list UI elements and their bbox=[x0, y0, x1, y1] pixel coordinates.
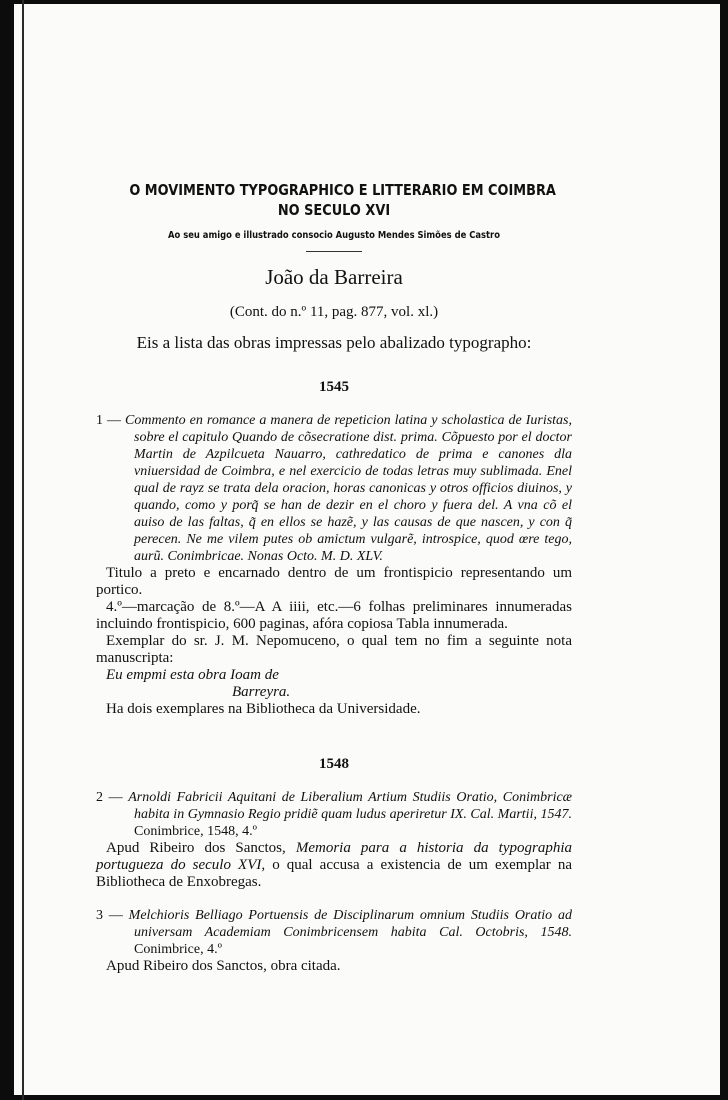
note-paragraph: Ha dois exemplares na Bibliotheca da Universidade. bbox=[106, 701, 421, 717]
scan-border-left bbox=[0, 0, 14, 1100]
entry-number: 3 bbox=[96, 908, 103, 923]
entry-2-head: 2 — Arnoldi Fabricii Aquitani de Liberalium Artium Studiis Oratio, Conimbricæ habita in Gymnasio Regio pridiẽ quam ludus aperiretur IX. Cal. Martii, 1547. Conimbrice, 1548, 4.º bbox=[96, 790, 573, 839]
article-title-line-2: NO SECULO XVI bbox=[277, 201, 391, 219]
entry-1-head: 1 — Commento en romance a manera de repeticion latina y scholastica de Iuristas, sobre el capitulo Quando de cõsecratione dist. prima. Cõpuesto por el doctor Martin de Azpilcueta Nauarro, cathredatico de prima e canones dla vniuersidad de Coimbra, e nel exercicio de todas letras muy sublimada. Enel qual de rayz se trata dela oracion, horas canonicas y otros officios diuinos, y quando, como y porq̃ se han de dezir en el choro y fuera del. A vna cõ el auiso de las faltas, q̃ en ellos se hazẽ, y las causas de que nascen, y con q̃ perecen. Ne me vilem putes ob amictum vulgarẽ, introspice, quod œre tego, aurũ. Conimbricae. Nonas Octo. M. D. XLV. bbox=[96, 413, 572, 564]
entry-3 bbox=[96, 907, 572, 975]
note-suffix: o qual accusa a existencia de um exemplar na Bibliotheca de Enxobregas. bbox=[96, 857, 573, 890]
entry-imprint: Conimbrice, 4.º bbox=[134, 942, 222, 957]
scan-border-bottom bbox=[0, 1095, 728, 1100]
scan-border-right bbox=[720, 0, 728, 1100]
entry-title: Melchioris Belliago Portuensis de Disciplinarum omnium Studiis Oratio ad universam Academiam Conimbricensem habita Cal. Octobris, 1548. bbox=[128, 908, 572, 940]
scan-border-top bbox=[0, 0, 728, 4]
divider bbox=[306, 251, 362, 252]
article-title-line-1: O MOVIMENTO TYPOGRAPHICO E LITTERARIO EM COIMBRA bbox=[129, 181, 556, 199]
author-name: João da Barreira bbox=[265, 265, 403, 289]
dedication: Ao seu amigo e illustrado consocio Augusto Mendes Simões de Castro bbox=[168, 230, 500, 241]
note-paragraph: Titulo a preto e encarnado dentro de um frontispicio representando um portico. bbox=[96, 565, 572, 598]
year-heading: 1548 bbox=[319, 756, 349, 772]
entry-number: 1 bbox=[96, 413, 103, 428]
entry-3-head: 3 — Melchioris Belliago Portuensis de Disciplinarum omnium Studiis Oratio ad universam Academiam Conimbricensem habita Cal. Octobris, 1548. Conimbrice, 4.º bbox=[96, 908, 572, 957]
inscription-line: Eu empmi esta obra Ioam de bbox=[106, 667, 279, 683]
entry-imprint: Conimbrice, 1548, 4.º bbox=[134, 824, 257, 839]
entry-title: Commento en romance a manera de repeticion latina y scholastica de Iuristas, sobre el capitulo Quando de cõsecratione dist. prima. Cõpuesto por el doctor Martin de Azpilcueta Nauarro, cathredatico de prima e canones dla vniuersidad de Coimbra, e nel exercicio de todas letras muy sublimada. Enel qual de rayz se trata dela oracion, horas canonicas y otros officios diuinos, y quando, como y porq̃ se han de dezir en el choro y fuera del. A vna cõ el auiso de las faltas, q̃ en ellos se hazẽ, y las causas de que nascen, y con q̃ perecen. Ne me vilem putes ob amictum vulgarẽ, introspice, quod œre tego, aurũ. Conimbricae. Nonas Octo. M. D. XLV. bbox=[125, 413, 572, 564]
entry-title: Arnoldi Fabricii Aquitani de Liberalium Artium Studiis Oratio, Conimbricæ habita in Gymnasio Regio pridiẽ quam ludus aperiretur IX. Cal. Martii, 1547. bbox=[128, 790, 573, 822]
note-citation: Memoria para a historia da typographia portugueza do seculo XVI, bbox=[96, 840, 573, 873]
page-content bbox=[96, 180, 572, 975]
inscription-line: Barreyra. bbox=[232, 684, 291, 700]
note-paragraph: Apud Ribeiro dos Sanctos, obra citada. bbox=[106, 958, 341, 974]
note-paragraph: Exemplar do sr. J. M. Nepomuceno, o qual tem no fim a seguinte nota manuscripta: bbox=[96, 633, 572, 666]
note-prefix: Apud Ribeiro dos Sanctos, bbox=[106, 840, 286, 856]
entry-1 bbox=[96, 412, 572, 718]
note-paragraph: 4.º—marcação de 8.º—A A iiii, etc.—6 folhas preliminares innumeradas incluindo frontispicio, 600 paginas, afóra copiosa Tabla innumerada. bbox=[96, 599, 572, 632]
year-heading: 1545 bbox=[319, 379, 349, 395]
note-paragraph bbox=[96, 840, 572, 891]
entry-number: 2 bbox=[96, 790, 103, 805]
intro-line: Eis a lista das obras impressas pelo abalizado typographo: bbox=[136, 333, 532, 352]
continuation-note: (Cont. do n.º 11, pag. 877, vol. xl.) bbox=[229, 304, 439, 320]
entry-2 bbox=[96, 789, 572, 891]
scan-edge-line bbox=[22, 0, 24, 1100]
